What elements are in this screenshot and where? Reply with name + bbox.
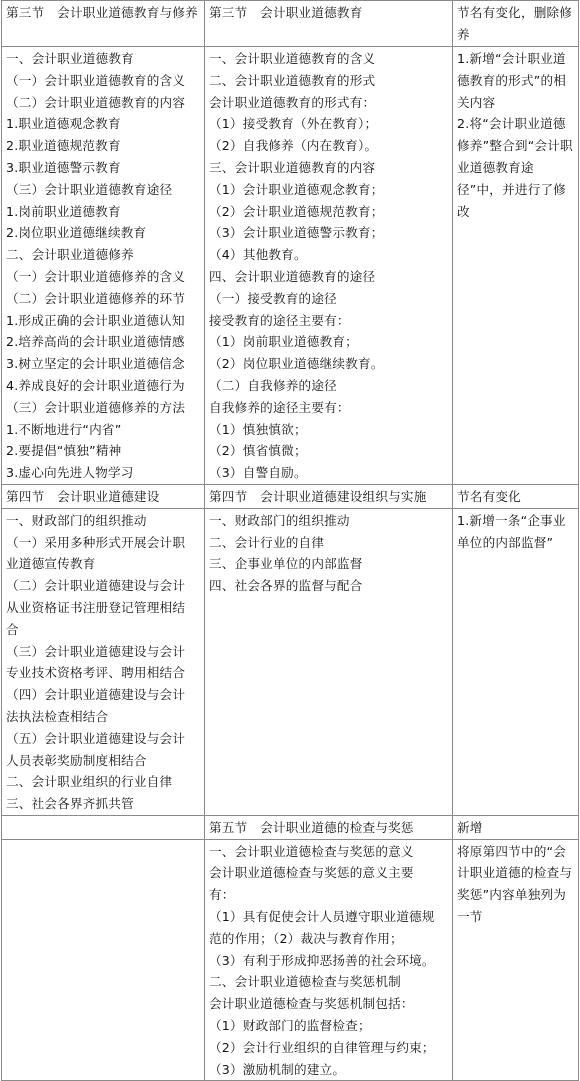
cell-line: 一、会计职业道德教育的含义 bbox=[209, 51, 376, 66]
cell-line: 一、财政部门的组织推动 bbox=[6, 512, 147, 528]
cell-line: 4.养成良好的会计职业道德行为 bbox=[6, 377, 185, 393]
cell-line: 人员表彰奖励制度相结合 bbox=[6, 752, 147, 768]
cell-line: （3）激励机制的建立。 bbox=[209, 1061, 346, 1077]
cell-line: （五）会计职业道德建设与会计 bbox=[6, 730, 186, 746]
cell-line: 二、会计职业道德检查与奖惩机制 bbox=[209, 974, 401, 990]
cell-line: 有： bbox=[209, 887, 235, 903]
cell-line: 1.形成正确的会计职业道德认知 bbox=[6, 312, 185, 328]
cell-line: 四、社会各界的监督与配合 bbox=[209, 578, 363, 594]
cell-line: （一）会计职业道德教育的含义 bbox=[6, 72, 186, 88]
cell-line: 1.职业道德观念教育 bbox=[6, 116, 121, 132]
table-row bbox=[2, 484, 579, 508]
cell-line: 一、会计职业道德检查与奖惩的意义 bbox=[209, 843, 414, 859]
cell-line: （3）自警自励。 bbox=[209, 465, 307, 481]
cell-line: 2.岗位职业道德继续教育 bbox=[6, 225, 147, 241]
cell-line: 会计职业道德检查与奖惩的意义主要 bbox=[209, 865, 414, 881]
change-notes bbox=[453, 839, 579, 1081]
cell-line: （二）自我修养的途径 bbox=[209, 377, 337, 393]
table-row bbox=[2, 508, 579, 815]
cell-line: 合 bbox=[6, 621, 19, 637]
cell-line: 三、社会各界齐抓共管 bbox=[6, 796, 134, 812]
cell-line: 从业资格证书注册登记管理相结 bbox=[6, 599, 186, 615]
cell-line: （一）采用多种形式开展会计职 bbox=[6, 534, 186, 550]
cell-line: 将原第四节中的“会计职业道德的检查与奖惩”内容单独列为一节 bbox=[457, 843, 573, 925]
change-note-title: 新增 bbox=[453, 815, 579, 839]
cell-line: 2.职业道德规范教育 bbox=[6, 138, 121, 154]
cell-line: （1）接受教育（外在教育）； bbox=[209, 116, 378, 132]
cell-line: 2.培养高尚的会计职业道德情感 bbox=[6, 334, 185, 350]
cell-line: 专业技术资格考评、聘用相结合 bbox=[6, 665, 186, 681]
new-content bbox=[205, 508, 453, 815]
cell-line: （4）其他教育。 bbox=[209, 247, 307, 263]
cell-line: （2）慎省慎微； bbox=[209, 443, 307, 459]
cell-line: （2）会计职业道德规范教育； bbox=[209, 203, 384, 219]
cell-line: （2）岗位职业道德继续教育。 bbox=[209, 356, 384, 372]
change-note-title: 节名有变化 bbox=[453, 484, 579, 508]
cell-line: （1）会计职业道德观念教育； bbox=[209, 181, 384, 197]
cell-line: 3.树立坚定的会计职业道德信念 bbox=[6, 356, 185, 372]
cell-line: 业道德宣传教育 bbox=[6, 556, 96, 572]
cell-line: 自我修养的途径主要有： bbox=[209, 399, 350, 415]
old-content bbox=[2, 47, 205, 485]
cell-line: （2）会计行业组织的自律管理与约束； bbox=[209, 1039, 435, 1055]
change-notes bbox=[453, 508, 579, 815]
new-section-title: 第三节 会计职业道德教育 bbox=[205, 1, 453, 47]
change-note-title: 节名有变化，删除修养 bbox=[453, 1, 579, 47]
cell-line: 1.不断地进行“内省” bbox=[6, 421, 122, 437]
cell-line: （一）会计职业道德修养的含义 bbox=[6, 268, 186, 284]
new-section-title: 第五节 会计职业道德的检查与奖惩 bbox=[205, 815, 453, 839]
old-content bbox=[2, 508, 205, 815]
cell-line: 3.虚心向先进人物学习 bbox=[6, 465, 134, 481]
cell-line: 法执法检查相结合 bbox=[6, 708, 109, 724]
cell-line: （三）会计职业道德修养的方法 bbox=[6, 399, 186, 415]
old-section-title: 第四节 会计职业道德建设 bbox=[2, 484, 205, 508]
cell-line: 会计职业道德检查与奖惩机制包括： bbox=[209, 996, 414, 1012]
old-section-title: 第三节 会计职业道德教育与修养 bbox=[2, 1, 205, 47]
chapter-comparison-table bbox=[1, 0, 579, 1081]
cell-line: （1）财政部门的监督检查； bbox=[209, 1018, 371, 1034]
cell-line: 一、财政部门的组织推动 bbox=[209, 512, 350, 528]
table-row bbox=[2, 47, 579, 485]
new-content bbox=[205, 839, 453, 1081]
cell-line: 1.岗前职业道德教育 bbox=[6, 203, 121, 219]
cell-line: 2.要提倡“慎独”精神 bbox=[6, 443, 122, 459]
cell-line: （2）自我修养（内在教育）。 bbox=[209, 138, 378, 154]
cell-line: 三、会计职业道德教育的内容 bbox=[209, 159, 376, 175]
cell-line: 2.将“会计职业道德修养”整合到“会计职业道德教育途径”中，并进行了修改 bbox=[457, 116, 573, 219]
cell-line: 范的作用；（2）裁决与教育作用； bbox=[209, 930, 403, 946]
cell-line: 会计职业道德教育的形式有： bbox=[209, 94, 376, 110]
cell-line: （3）会计职业道德警示教育； bbox=[209, 225, 384, 241]
old-content bbox=[2, 839, 205, 1081]
cell-line: （四）会计职业道德建设与会计 bbox=[6, 687, 186, 703]
cell-line: （三）会计职业道德教育途径 bbox=[6, 181, 173, 197]
cell-line: 二、会计职业道德教育的形式 bbox=[209, 72, 376, 88]
cell-line: 四、会计职业道德教育的途径 bbox=[209, 268, 376, 284]
cell-line: （1）岗前职业道德教育； bbox=[209, 334, 358, 350]
cell-line: 1.新增一条“企事业单位的内部监督” bbox=[457, 512, 566, 550]
cell-line: （1）慎独慎欲； bbox=[209, 421, 307, 437]
cell-line: 二、会计行业的自律 bbox=[209, 534, 325, 550]
cell-line: （二）会计职业道德修养的环节 bbox=[6, 290, 186, 306]
table-row bbox=[2, 815, 579, 839]
cell-line: 二、会计职业道德修养 bbox=[6, 247, 134, 263]
cell-line: 接受教育的途径主要有： bbox=[209, 312, 350, 328]
cell-line: 一、会计职业道德教育 bbox=[6, 51, 134, 66]
cell-line: （1）具有促使会计人员遵守职业道德规 bbox=[209, 909, 435, 925]
new-content bbox=[205, 47, 453, 485]
new-section-title: 第四节 会计职业道德建设组织与实施 bbox=[205, 484, 453, 508]
table-row bbox=[2, 839, 579, 1081]
old-section-title bbox=[2, 815, 205, 839]
cell-line: 3.职业道德警示教育 bbox=[6, 159, 121, 175]
change-notes bbox=[453, 47, 579, 485]
cell-line: 二、会计职业组织的行业自律 bbox=[6, 774, 173, 790]
table-row bbox=[2, 1, 579, 47]
cell-line: （一）接受教育的途径 bbox=[209, 290, 337, 306]
cell-line: 1.新增“会计职业道德教育的形式”的相关内容 bbox=[457, 51, 567, 110]
cell-line: （二）会计职业道德教育的内容 bbox=[6, 94, 186, 110]
cell-line: （三）会计职业道德建设与会计 bbox=[6, 643, 186, 659]
cell-line: （3）有利于形成抑恶扬善的社会环境。 bbox=[209, 952, 435, 968]
cell-line: 三、企事业单位的内部监督 bbox=[209, 556, 363, 572]
cell-line: （二）会计职业道德建设与会计 bbox=[6, 578, 186, 594]
